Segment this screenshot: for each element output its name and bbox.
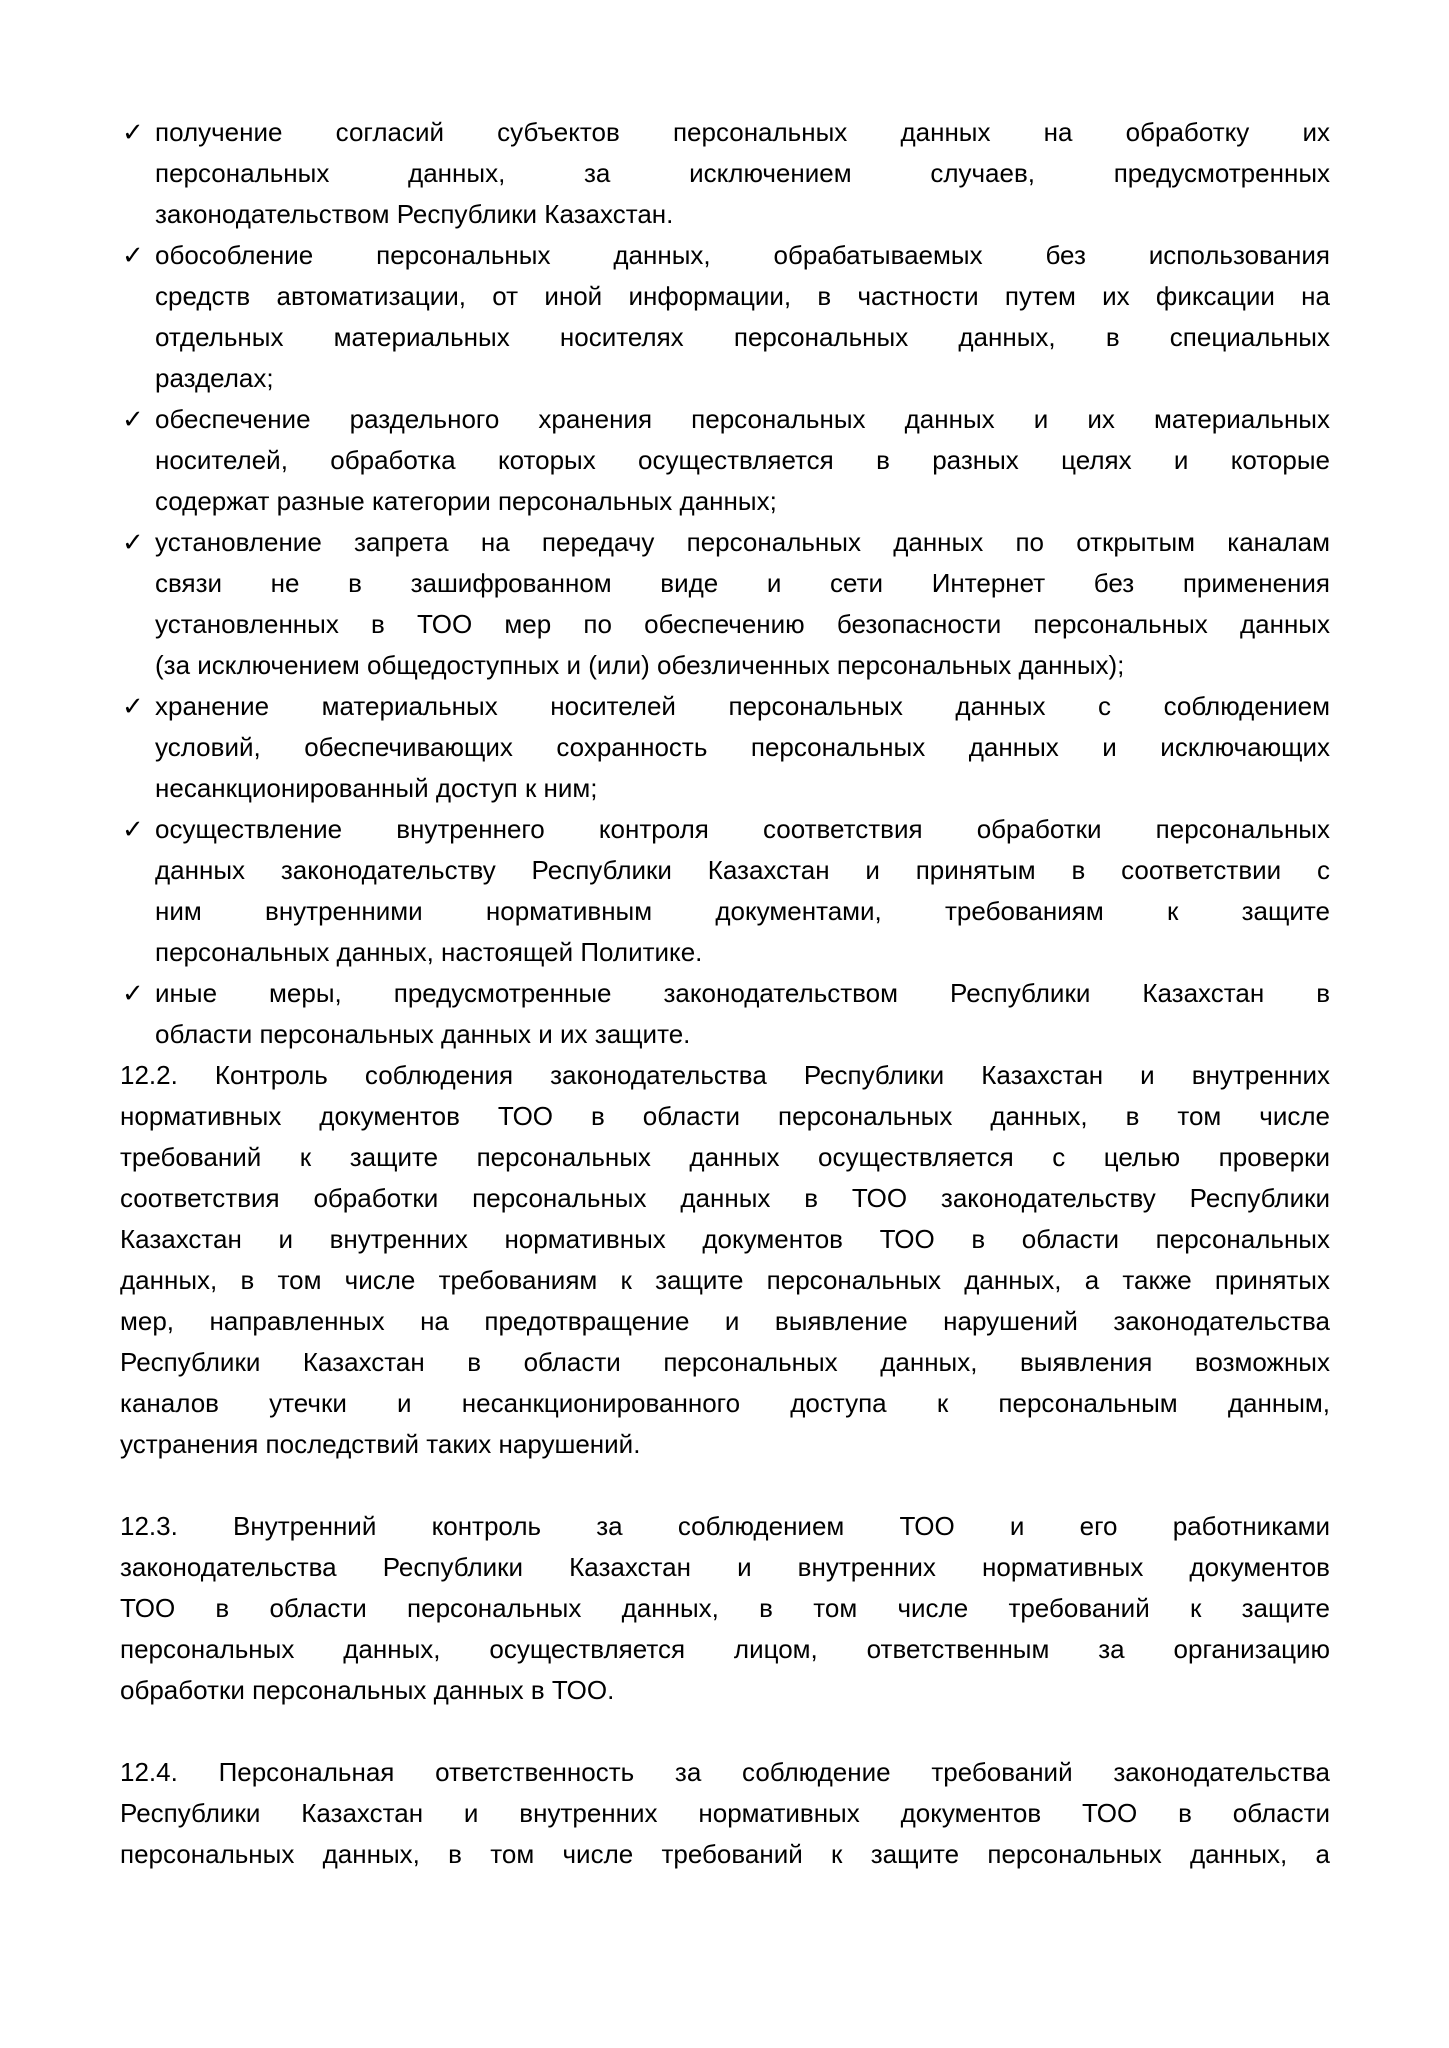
text-line: законодательством Республики Казахстан. [155, 199, 674, 229]
text-line: разделах; [155, 363, 274, 393]
paragraph [120, 1752, 1330, 1875]
text-line: средств автоматизации, от иной информации, в частности путем их фиксации на [155, 281, 1330, 311]
text-line: нормативных документов ТОО в области персональных данных, в том числе [120, 1101, 1330, 1131]
text-line: области персональных данных и их защите. [155, 1019, 691, 1049]
text-line: обработки персональных данных в ТОО. [120, 1675, 615, 1705]
text-line: данных, в том числе требованиям к защите персональных данных, а также принятых [120, 1265, 1330, 1295]
text-line: получение согласий субъектов персональных данных на обработку их [155, 117, 1330, 147]
check-bullet-icon: ✓ [122, 527, 144, 557]
text-line: хранение материальных носителей персональных данных с соблюдением [155, 691, 1330, 721]
text-line: обособление персональных данных, обрабатываемых без использования [155, 240, 1330, 270]
text-line: законодательства Республики Казахстан и внутренних нормативных документов [120, 1552, 1330, 1582]
text-line: каналов утечки и несанкционированного доступа к персональным данным, [120, 1388, 1330, 1418]
document-content [120, 112, 1330, 1875]
text-line: ним внутренними нормативным документами, требованиям к защите [155, 896, 1330, 926]
bullet-item [120, 235, 1330, 399]
text-line: 12.3. Внутренний контроль за соблюдением ТОО и его работниками [120, 1511, 1330, 1541]
text-line: 12.4. Персональная ответственность за соблюдение требований законодательства [120, 1757, 1330, 1787]
text-line: содержат разные категории персональных данных; [155, 486, 777, 516]
check-bullet-icon: ✓ [122, 117, 144, 147]
text-line: персональных данных, осуществляется лицом, ответственным за организацию [120, 1634, 1330, 1664]
paragraph [120, 1055, 1330, 1465]
bullet-item [120, 112, 1330, 235]
text-line: устранения последствий таких нарушений. [120, 1429, 641, 1459]
text-line: Республики Казахстан в области персональных данных, выявления возможных [120, 1347, 1330, 1377]
paragraph [120, 1506, 1330, 1711]
text-line: связи не в зашифрованном виде и сети Интернет без применения [155, 568, 1330, 598]
text-line: персональных данных, настоящей Политике. [155, 937, 703, 967]
text-line: отдельных материальных носителях персональных данных, в специальных [155, 322, 1330, 352]
text-line: условий, обеспечивающих сохранность персональных данных и исключающих [155, 732, 1330, 762]
text-line: Казахстан и внутренних нормативных документов ТОО в области персональных [120, 1224, 1330, 1254]
text-line: персональных данных, за исключением случаев, предусмотренных [155, 158, 1330, 188]
text-line: установление запрета на передачу персональных данных по открытым каналам [155, 527, 1330, 557]
text-line: несанкционированный доступ к ним; [155, 773, 598, 803]
text-line: иные меры, предусмотренные законодательством Республики Казахстан в [155, 978, 1330, 1008]
text-line: требований к защите персональных данных осуществляется с целью проверки [120, 1142, 1330, 1172]
text-line: носителей, обработка которых осуществляется в разных целях и которые [155, 445, 1330, 475]
text-line: ТОО в области персональных данных, в том числе требований к защите [120, 1593, 1330, 1623]
text-line: соответствия обработки персональных данных в ТОО законодательству Республики [120, 1183, 1330, 1213]
bullet-item [120, 399, 1330, 522]
paragraph-spacer [120, 1465, 1330, 1506]
text-line: мер, направленных на предотвращение и выявление нарушений законодательства [120, 1306, 1330, 1336]
check-bullet-icon: ✓ [122, 978, 144, 1008]
text-line: персональных данных, в том числе требований к защите персональных данных, а [120, 1839, 1330, 1869]
bullet-item [120, 522, 1330, 686]
check-bullet-icon: ✓ [122, 691, 144, 721]
text-line: установленных в ТОО мер по обеспечению безопасности персональных данных [155, 609, 1330, 639]
text-line: обеспечение раздельного хранения персональных данных и их материальных [155, 404, 1330, 434]
bullet-item [120, 973, 1330, 1055]
text-line: 12.2. Контроль соблюдения законодательства Республики Казахстан и внутренних [120, 1060, 1330, 1090]
check-bullet-icon: ✓ [122, 404, 144, 434]
paragraph-spacer [120, 1711, 1330, 1752]
bullet-item [120, 686, 1330, 809]
check-bullet-icon: ✓ [122, 814, 144, 844]
text-line: Республики Казахстан и внутренних нормативных документов ТОО в области [120, 1798, 1330, 1828]
bullet-item [120, 809, 1330, 973]
text-line: осуществление внутреннего контроля соответствия обработки персональных [155, 814, 1330, 844]
check-bullet-icon: ✓ [122, 240, 144, 270]
text-line: (за исключением общедоступных и (или) обезличенных персональных данных); [155, 650, 1125, 680]
text-line: данных законодательству Республики Казахстан и принятым в соответствии с [155, 855, 1330, 885]
